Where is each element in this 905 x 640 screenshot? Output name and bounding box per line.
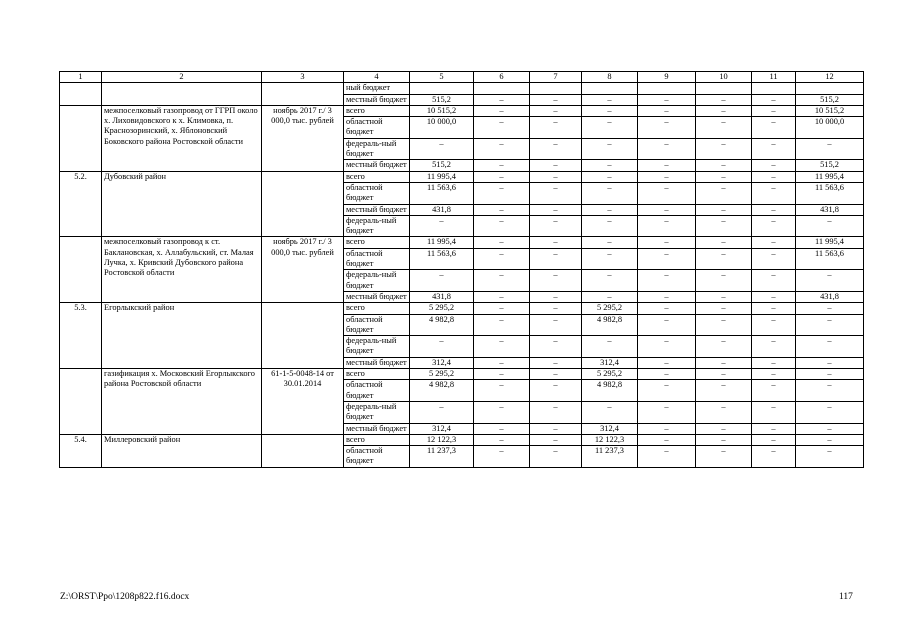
budget-type: местный бюджет: [344, 204, 410, 215]
value-cell: –: [752, 171, 796, 182]
budget-type: местный бюджет: [344, 423, 410, 434]
value-cell: 5 295,2: [410, 369, 474, 380]
value-cell: –: [638, 446, 696, 468]
value-cell: –: [638, 303, 696, 314]
value-cell: –: [474, 204, 530, 215]
budget-type: федераль-ный бюджет: [344, 336, 410, 358]
value-cell: –: [530, 248, 582, 270]
value-cell: –: [752, 204, 796, 215]
value-cell: –: [410, 138, 474, 160]
value-cell: –: [752, 138, 796, 160]
budget-type: ный бюджет: [344, 83, 410, 94]
value-cell: –: [696, 380, 752, 402]
value-cell: [530, 83, 582, 94]
value-cell: –: [796, 401, 864, 423]
term-cell: 61-1-5-0048-14 от 30.01.2014: [262, 369, 344, 435]
value-cell: –: [752, 270, 796, 292]
value-cell: –: [638, 138, 696, 160]
value-cell: 4 982,8: [582, 314, 638, 336]
value-cell: –: [796, 423, 864, 434]
budget-type: областной бюджет: [344, 380, 410, 402]
value-cell: –: [796, 270, 864, 292]
term-cell: [262, 83, 344, 106]
value-cell: –: [796, 369, 864, 380]
section-number: 5.2.: [60, 171, 102, 237]
value-cell: 11 995,4: [410, 237, 474, 248]
value-cell: –: [530, 314, 582, 336]
value-cell: –: [752, 303, 796, 314]
value-cell: 5 295,2: [410, 303, 474, 314]
column-header: 6: [474, 72, 530, 83]
value-cell: –: [752, 94, 796, 105]
value-cell: –: [530, 182, 582, 204]
value-cell: [752, 83, 796, 94]
object-name: межпоселковый газопровод от ГГРП около х. Лиховидовского к х. Климовка, п. Краснозоринский, х. Яблоновский Боковского района Ростовской области: [102, 105, 262, 171]
column-header: 9: [638, 72, 696, 83]
value-cell: –: [474, 357, 530, 368]
value-cell: –: [582, 171, 638, 182]
section-number: [60, 369, 102, 435]
value-cell: –: [696, 423, 752, 434]
table-row: [60, 83, 864, 94]
value-cell: –: [696, 215, 752, 237]
value-cell: –: [582, 138, 638, 160]
value-cell: –: [696, 105, 752, 116]
value-cell: –: [530, 138, 582, 160]
value-cell: 431,8: [796, 291, 864, 302]
value-cell: –: [474, 171, 530, 182]
value-cell: 4 982,8: [410, 314, 474, 336]
value-cell: 11 563,6: [796, 248, 864, 270]
column-header: 8: [582, 72, 638, 83]
value-cell: –: [530, 434, 582, 445]
value-cell: 515,2: [796, 94, 864, 105]
value-cell: –: [638, 401, 696, 423]
value-cell: –: [796, 314, 864, 336]
table-row: [60, 237, 864, 248]
value-cell: [696, 83, 752, 94]
budget-type: местный бюджет: [344, 357, 410, 368]
value-cell: –: [582, 182, 638, 204]
value-cell: –: [582, 94, 638, 105]
value-cell: –: [696, 237, 752, 248]
value-cell: –: [474, 314, 530, 336]
value-cell: –: [638, 357, 696, 368]
budget-type: областной бюджет: [344, 314, 410, 336]
value-cell: –: [696, 171, 752, 182]
value-cell: 431,8: [410, 204, 474, 215]
budget-type: федераль-ный бюджет: [344, 401, 410, 423]
value-cell: –: [752, 291, 796, 302]
budget-type: всего: [344, 171, 410, 182]
value-cell: –: [530, 401, 582, 423]
budget-type: местный бюджет: [344, 94, 410, 105]
budget-type: федераль-ный бюджет: [344, 215, 410, 237]
value-cell: –: [752, 105, 796, 116]
value-cell: 11 563,6: [410, 182, 474, 204]
value-cell: –: [530, 446, 582, 468]
table-row: [60, 303, 864, 314]
value-cell: 515,2: [796, 160, 864, 171]
value-cell: –: [474, 270, 530, 292]
value-cell: –: [638, 182, 696, 204]
object-name: Егорлыкский район: [102, 303, 262, 369]
budget-type: всего: [344, 237, 410, 248]
value-cell: [410, 83, 474, 94]
value-cell: –: [796, 380, 864, 402]
budget-type: всего: [344, 369, 410, 380]
value-cell: –: [696, 182, 752, 204]
value-cell: 11 995,4: [796, 171, 864, 182]
budget-type: местный бюджет: [344, 160, 410, 171]
value-cell: –: [530, 291, 582, 302]
value-cell: –: [696, 369, 752, 380]
budget-type: областной бюджет: [344, 117, 410, 139]
table-header-row: [60, 72, 864, 83]
value-cell: –: [638, 291, 696, 302]
term-cell: [262, 434, 344, 467]
value-cell: –: [696, 138, 752, 160]
value-cell: –: [474, 182, 530, 204]
value-cell: –: [696, 94, 752, 105]
value-cell: –: [796, 336, 864, 358]
value-cell: –: [752, 314, 796, 336]
value-cell: –: [410, 270, 474, 292]
value-cell: –: [474, 117, 530, 139]
value-cell: –: [696, 270, 752, 292]
value-cell: –: [638, 160, 696, 171]
value-cell: –: [530, 423, 582, 434]
value-cell: –: [696, 303, 752, 314]
value-cell: [582, 83, 638, 94]
value-cell: –: [582, 117, 638, 139]
value-cell: [638, 83, 696, 94]
value-cell: 312,4: [410, 423, 474, 434]
value-cell: –: [582, 237, 638, 248]
section-number: 5.3.: [60, 303, 102, 369]
value-cell: –: [752, 215, 796, 237]
column-header: 4: [344, 72, 410, 83]
section-number: [60, 105, 102, 171]
value-cell: –: [474, 138, 530, 160]
value-cell: –: [752, 248, 796, 270]
column-header: 2: [102, 72, 262, 83]
value-cell: –: [638, 369, 696, 380]
value-cell: 11 563,6: [410, 248, 474, 270]
value-cell: –: [696, 248, 752, 270]
value-cell: –: [638, 171, 696, 182]
value-cell: –: [696, 446, 752, 468]
column-header: 3: [262, 72, 344, 83]
budget-type: всего: [344, 434, 410, 445]
value-cell: –: [696, 314, 752, 336]
budget-type: областной бюджет: [344, 248, 410, 270]
value-cell: 431,8: [796, 204, 864, 215]
value-cell: –: [638, 105, 696, 116]
column-header: 1: [60, 72, 102, 83]
column-header: 12: [796, 72, 864, 83]
value-cell: –: [474, 291, 530, 302]
value-cell: –: [796, 215, 864, 237]
term-cell: ноябрь 2017 г./ 3 000,0 тыс. рублей: [262, 105, 344, 171]
value-cell: –: [638, 215, 696, 237]
value-cell: –: [696, 160, 752, 171]
value-cell: –: [474, 401, 530, 423]
object-name: газификация х. Московский Егорлыкского района Ростовской области: [102, 369, 262, 435]
value-cell: –: [638, 237, 696, 248]
value-cell: –: [752, 237, 796, 248]
object-name: Миллеровский район: [102, 434, 262, 467]
value-cell: –: [752, 380, 796, 402]
value-cell: –: [530, 336, 582, 358]
value-cell: 10 515,2: [410, 105, 474, 116]
value-cell: –: [582, 248, 638, 270]
value-cell: –: [752, 446, 796, 468]
value-cell: 11 995,4: [410, 171, 474, 182]
value-cell: –: [474, 336, 530, 358]
value-cell: 515,2: [410, 160, 474, 171]
value-cell: –: [530, 105, 582, 116]
value-cell: –: [696, 117, 752, 139]
value-cell: 10 515,2: [796, 105, 864, 116]
term-cell: [262, 171, 344, 237]
footer-page-number: 117: [839, 592, 853, 602]
value-cell: –: [696, 357, 752, 368]
budget-type: всего: [344, 105, 410, 116]
value-cell: 312,4: [582, 423, 638, 434]
value-cell: –: [696, 336, 752, 358]
value-cell: –: [696, 291, 752, 302]
column-header: 7: [530, 72, 582, 83]
value-cell: –: [530, 171, 582, 182]
value-cell: –: [752, 160, 796, 171]
term-cell: ноябрь 2017 г./ 3 000,0 тыс. рублей: [262, 237, 344, 303]
value-cell: –: [752, 434, 796, 445]
value-cell: 5 295,2: [582, 369, 638, 380]
value-cell: –: [752, 117, 796, 139]
table-row: [60, 434, 864, 445]
term-cell: [262, 303, 344, 369]
value-cell: –: [474, 369, 530, 380]
value-cell: –: [638, 248, 696, 270]
budget-type: областной бюджет: [344, 446, 410, 468]
value-cell: –: [638, 380, 696, 402]
value-cell: [796, 83, 864, 94]
value-cell: –: [530, 160, 582, 171]
value-cell: –: [696, 434, 752, 445]
value-cell: –: [582, 215, 638, 237]
value-cell: –: [474, 237, 530, 248]
value-cell: –: [474, 303, 530, 314]
value-cell: –: [582, 105, 638, 116]
value-cell: 11 995,4: [796, 237, 864, 248]
value-cell: –: [582, 270, 638, 292]
column-header: 10: [696, 72, 752, 83]
value-cell: –: [582, 160, 638, 171]
value-cell: –: [530, 215, 582, 237]
value-cell: 11 237,3: [582, 446, 638, 468]
value-cell: –: [474, 380, 530, 402]
budget-type: федераль-ный бюджет: [344, 270, 410, 292]
value-cell: –: [638, 423, 696, 434]
object-name: межпоселковый газопровод к ст. Баклановская, х. Аллабульский, ст. Малая Лучка, х. Кривский Дубовского района Ростовской области: [102, 237, 262, 303]
value-cell: –: [796, 138, 864, 160]
value-cell: –: [796, 357, 864, 368]
value-cell: 12 122,3: [582, 434, 638, 445]
value-cell: 4 982,8: [410, 380, 474, 402]
value-cell: –: [752, 369, 796, 380]
value-cell: –: [582, 204, 638, 215]
footer-file-path: Z:\ORST\Ppo\1208p822.f16.docx: [60, 592, 190, 602]
value-cell: –: [752, 423, 796, 434]
value-cell: –: [530, 369, 582, 380]
value-cell: –: [530, 270, 582, 292]
value-cell: –: [530, 303, 582, 314]
value-cell: –: [752, 182, 796, 204]
value-cell: –: [796, 446, 864, 468]
value-cell: –: [530, 380, 582, 402]
budget-type: всего: [344, 303, 410, 314]
value-cell: –: [752, 401, 796, 423]
table-row: [60, 369, 864, 380]
value-cell: 10 000,0: [410, 117, 474, 139]
value-cell: 11 237,3: [410, 446, 474, 468]
value-cell: –: [638, 94, 696, 105]
budget-table: [59, 71, 864, 468]
value-cell: –: [530, 357, 582, 368]
object-name: [102, 83, 262, 106]
object-name: Дубовский район: [102, 171, 262, 237]
value-cell: –: [530, 204, 582, 215]
value-cell: 312,4: [410, 357, 474, 368]
budget-type: областной бюджет: [344, 182, 410, 204]
value-cell: –: [696, 401, 752, 423]
value-cell: –: [474, 423, 530, 434]
table-row: [60, 171, 864, 182]
value-cell: –: [752, 336, 796, 358]
column-header: 5: [410, 72, 474, 83]
section-number: 5.4.: [60, 434, 102, 467]
value-cell: –: [474, 160, 530, 171]
value-cell: 515,2: [410, 94, 474, 105]
value-cell: –: [530, 237, 582, 248]
value-cell: –: [638, 270, 696, 292]
value-cell: –: [796, 303, 864, 314]
value-cell: 5 295,2: [582, 303, 638, 314]
value-cell: –: [638, 314, 696, 336]
value-cell: –: [752, 357, 796, 368]
value-cell: –: [474, 94, 530, 105]
value-cell: –: [696, 204, 752, 215]
value-cell: –: [530, 117, 582, 139]
value-cell: –: [474, 215, 530, 237]
value-cell: –: [582, 401, 638, 423]
budget-type: местный бюджет: [344, 291, 410, 302]
column-header: 11: [752, 72, 796, 83]
value-cell: 12 122,3: [410, 434, 474, 445]
value-cell: –: [474, 446, 530, 468]
value-cell: 11 563,6: [796, 182, 864, 204]
value-cell: –: [474, 105, 530, 116]
value-cell: –: [638, 117, 696, 139]
budget-type: федераль-ный бюджет: [344, 138, 410, 160]
section-number: [60, 83, 102, 106]
value-cell: –: [582, 291, 638, 302]
value-cell: –: [410, 401, 474, 423]
value-cell: –: [582, 336, 638, 358]
value-cell: –: [474, 248, 530, 270]
value-cell: 4 982,8: [582, 380, 638, 402]
value-cell: –: [410, 336, 474, 358]
value-cell: –: [530, 94, 582, 105]
value-cell: –: [796, 434, 864, 445]
value-cell: [474, 83, 530, 94]
table-row: [60, 105, 864, 116]
value-cell: –: [638, 204, 696, 215]
value-cell: 312,4: [582, 357, 638, 368]
value-cell: 431,8: [410, 291, 474, 302]
value-cell: –: [638, 434, 696, 445]
value-cell: 10 000,0: [796, 117, 864, 139]
value-cell: –: [474, 434, 530, 445]
value-cell: –: [638, 336, 696, 358]
section-number: [60, 237, 102, 303]
value-cell: –: [410, 215, 474, 237]
